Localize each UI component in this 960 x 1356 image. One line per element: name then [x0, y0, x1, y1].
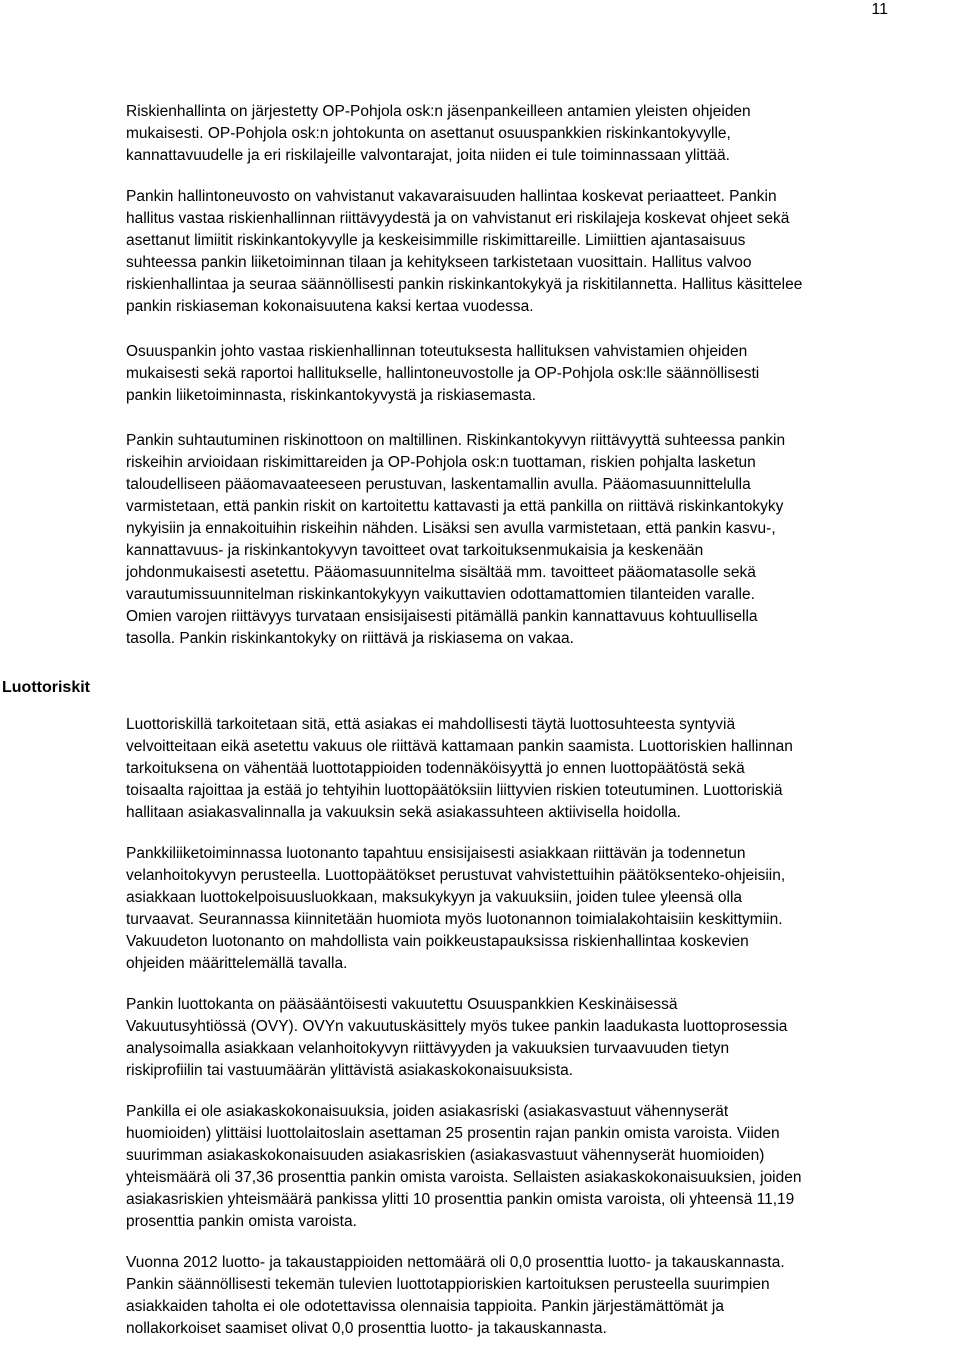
- paragraph-large-exposures: Pankilla ei ole asiakaskokonaisuuksia, joiden asiakasriski (asiakasvastuut vähennyserät huomioiden) ylittäisi luottolaitoslain asettaman 25 prosentin rajan pankin omista varoista. Viiden suurimman asiakaskokonaisuuden asiakasriskien (asiakasvastuut vähennyserät huomioiden) yhteismäärä oli 37,36 prosenttia pankin omista varoista. Sellaisten asiakaskokonaisuuksien, joiden asiakasriskien yhteismäärä pankissa ylitti 10 prosenttia pankin omista varoista, oli yhteensä 11,19 prosenttia pankin omista varoista.: [126, 1103, 802, 1230]
- paragraph-management-reporting: Osuuspankin johto vastaa riskienhallinnan toteutuksesta hallituksen vahvistamien ohjeiden mukaisesti sekä raportoi hallitukselle, hallintoneuvostolle ja OP-Pohjola osk:lle säännöllisesti pankin liiketoiminnasta, riskinkantokyvystä ja riskiasemasta.: [126, 343, 760, 404]
- paragraph-lending-principles: Pankkiliiketoiminnassa luotonanto tapahtuu ensisijaisesti asiakkaan riittävän ja todennetun velanhoitokyvyn perusteella. Luottopäätökset perustuvat vahvistettuihin päätöksenteko-ohjeisiin, asiakkaan luottokelpoisuusluokkaan, maksukykyyn ja vakuuksiin, joiden tulee yleensä olla turvaavat. Seurannassa kiinnitetään huomiota myös luotonannon toimialakohtaisiin keskittymiin. Vakuudeton luotonanto on mahdollista vain poikkeustapauksissa riskienhallintaa koskevien ohjeiden määrittelemällä tavalla.: [126, 845, 786, 972]
- document-body: [126, 101, 960, 1340]
- page-number: 11: [871, 1, 888, 18]
- paragraph-risk-management-organisation: Riskienhallinta on järjestetty OP-Pohjola osk:n jäsenpankeilleen antamien yleisten ohjeiden mukaisesti. OP-Pohjola osk:n johtokunta on asettanut osuuspankkien riskinkantokyvylle, kannattavuudelle ja eri riskilajeille valvontarajat, joita niiden ei tule toiminnassaan ylittää.: [126, 103, 751, 164]
- section-heading-credit-risks: Luottoriskit: [2, 679, 90, 696]
- paragraph-credit-losses: Vuonna 2012 luotto- ja takaustappioiden nettomäärä oli 0,0 prosenttia luotto- ja takauskannasta. Pankin säännöllisesti tekemän tulevien luottotappioriskien kartoituksen perusteella suurimpien asiakkaiden taholta ei ole odotettavissa olennaisia tappioita. Pankin järjestämättömät ja nollakorkoiset saamiset olivat 0,0 prosenttia luotto- ja takauskannasta.: [126, 1254, 785, 1337]
- paragraph-board-responsibilities: Pankin hallintoneuvosto on vahvistanut vakavaraisuuden hallintaa koskevat periaatteet. Pankin hallitus vastaa riskienhallinnan riittävyydestä ja on vahvistanut eri riskilajeja koskevat ohjeet sekä asettanut limiitit riskinkantokyvylle ja keskeisimmille riskimittareille. Limiittien ajantasaisuus suhteessa pankin liiketoiminnan tilaan ja kehitykseen tarkistetaan vuosittain. Hallitus valvoo riskienhallintaa ja seuraa säännöllisesti pankin riskinkantokykyä ja riskitilannetta. Hallitus käsittelee pankin riskiaseman kokonaisuutena kaksi kertaa vuodessa.: [126, 188, 803, 315]
- paragraph-credit-risk-definition: Luottoriskillä tarkoitetaan sitä, että asiakas ei mahdollisesti täytä luottosuhteesta syntyviä velvoitteitaan eikä asetettu vakuus ole riittävä kattamaan pankin saamista. Luottoriskien hallinnan tarkoituksena on vähentää luottotappioiden todennäköisyyttä jo ennen luottopäätöstä sekä toisaalta rajoittaa ja estää jo tehtyihin luottopäätöksiin liittyvien riskien toteutuminen. Luottoriskiä hallitaan asiakasvalinnalla ja vakuuksin sekä asiakassuhteen aktiivisella hoidolla.: [126, 716, 793, 821]
- paragraph-risk-appetite: Pankin suhtautuminen riskinottoon on maltillinen. Riskinkantokyvyn riittävyyttä suhteessa pankin riskeihin arvioidaan riskimittareiden ja OP-Pohjola osk:n tuottaman, riskien pohjalta lasketun taloudelliseen pääomavaateeseen perustuvan, laskentamallin avulla. Pääomasuunnittelulla varmistetaan, että pankin riskit on kartoitettu kattavasti ja että pankilla on riittävä riskinkantokyky nykyisiin ja ennakoituihin riskeihin nähden. Lisäksi sen avulla varmistetaan, että pankin kasvu-, kannattavuus- ja riskinkantokyvyn tavoitteet ovat tarkoituksenmukaisia ja keskenään johdonmukaisesti asetettu. Pääomasuunnitelma sisältää mm. tavoitteet pääomatasolle sekä varautumissuunnitelman riskinkantokykyyn vaikuttavien odottamattomien tilanteiden varalle. Omien varojen riittävyys turvataan ensisijaisesti pitämällä pankin kannattavuus kohtuullisella tasolla. Pankin riskinkantokyky on riittävä ja riskiasema on vakaa.: [126, 432, 786, 647]
- paragraph-loan-insurance: Pankin luottokanta on pääsääntöisesti vakuutettu Osuuspankkien Keskinäisessä Vakuutusyhtiössä (OVY). OVYn vakuutuskäsittely myös tukee pankin laadukasta luottoprosessia analysoimalla asiakkaan velanhoitokyvyn riittävyyden ja vakuuksien turvaavuuden tietyn riskiprofiilin tai vastuumäärän ylittävistä asiakaskokonaisuuksista.: [126, 996, 788, 1079]
